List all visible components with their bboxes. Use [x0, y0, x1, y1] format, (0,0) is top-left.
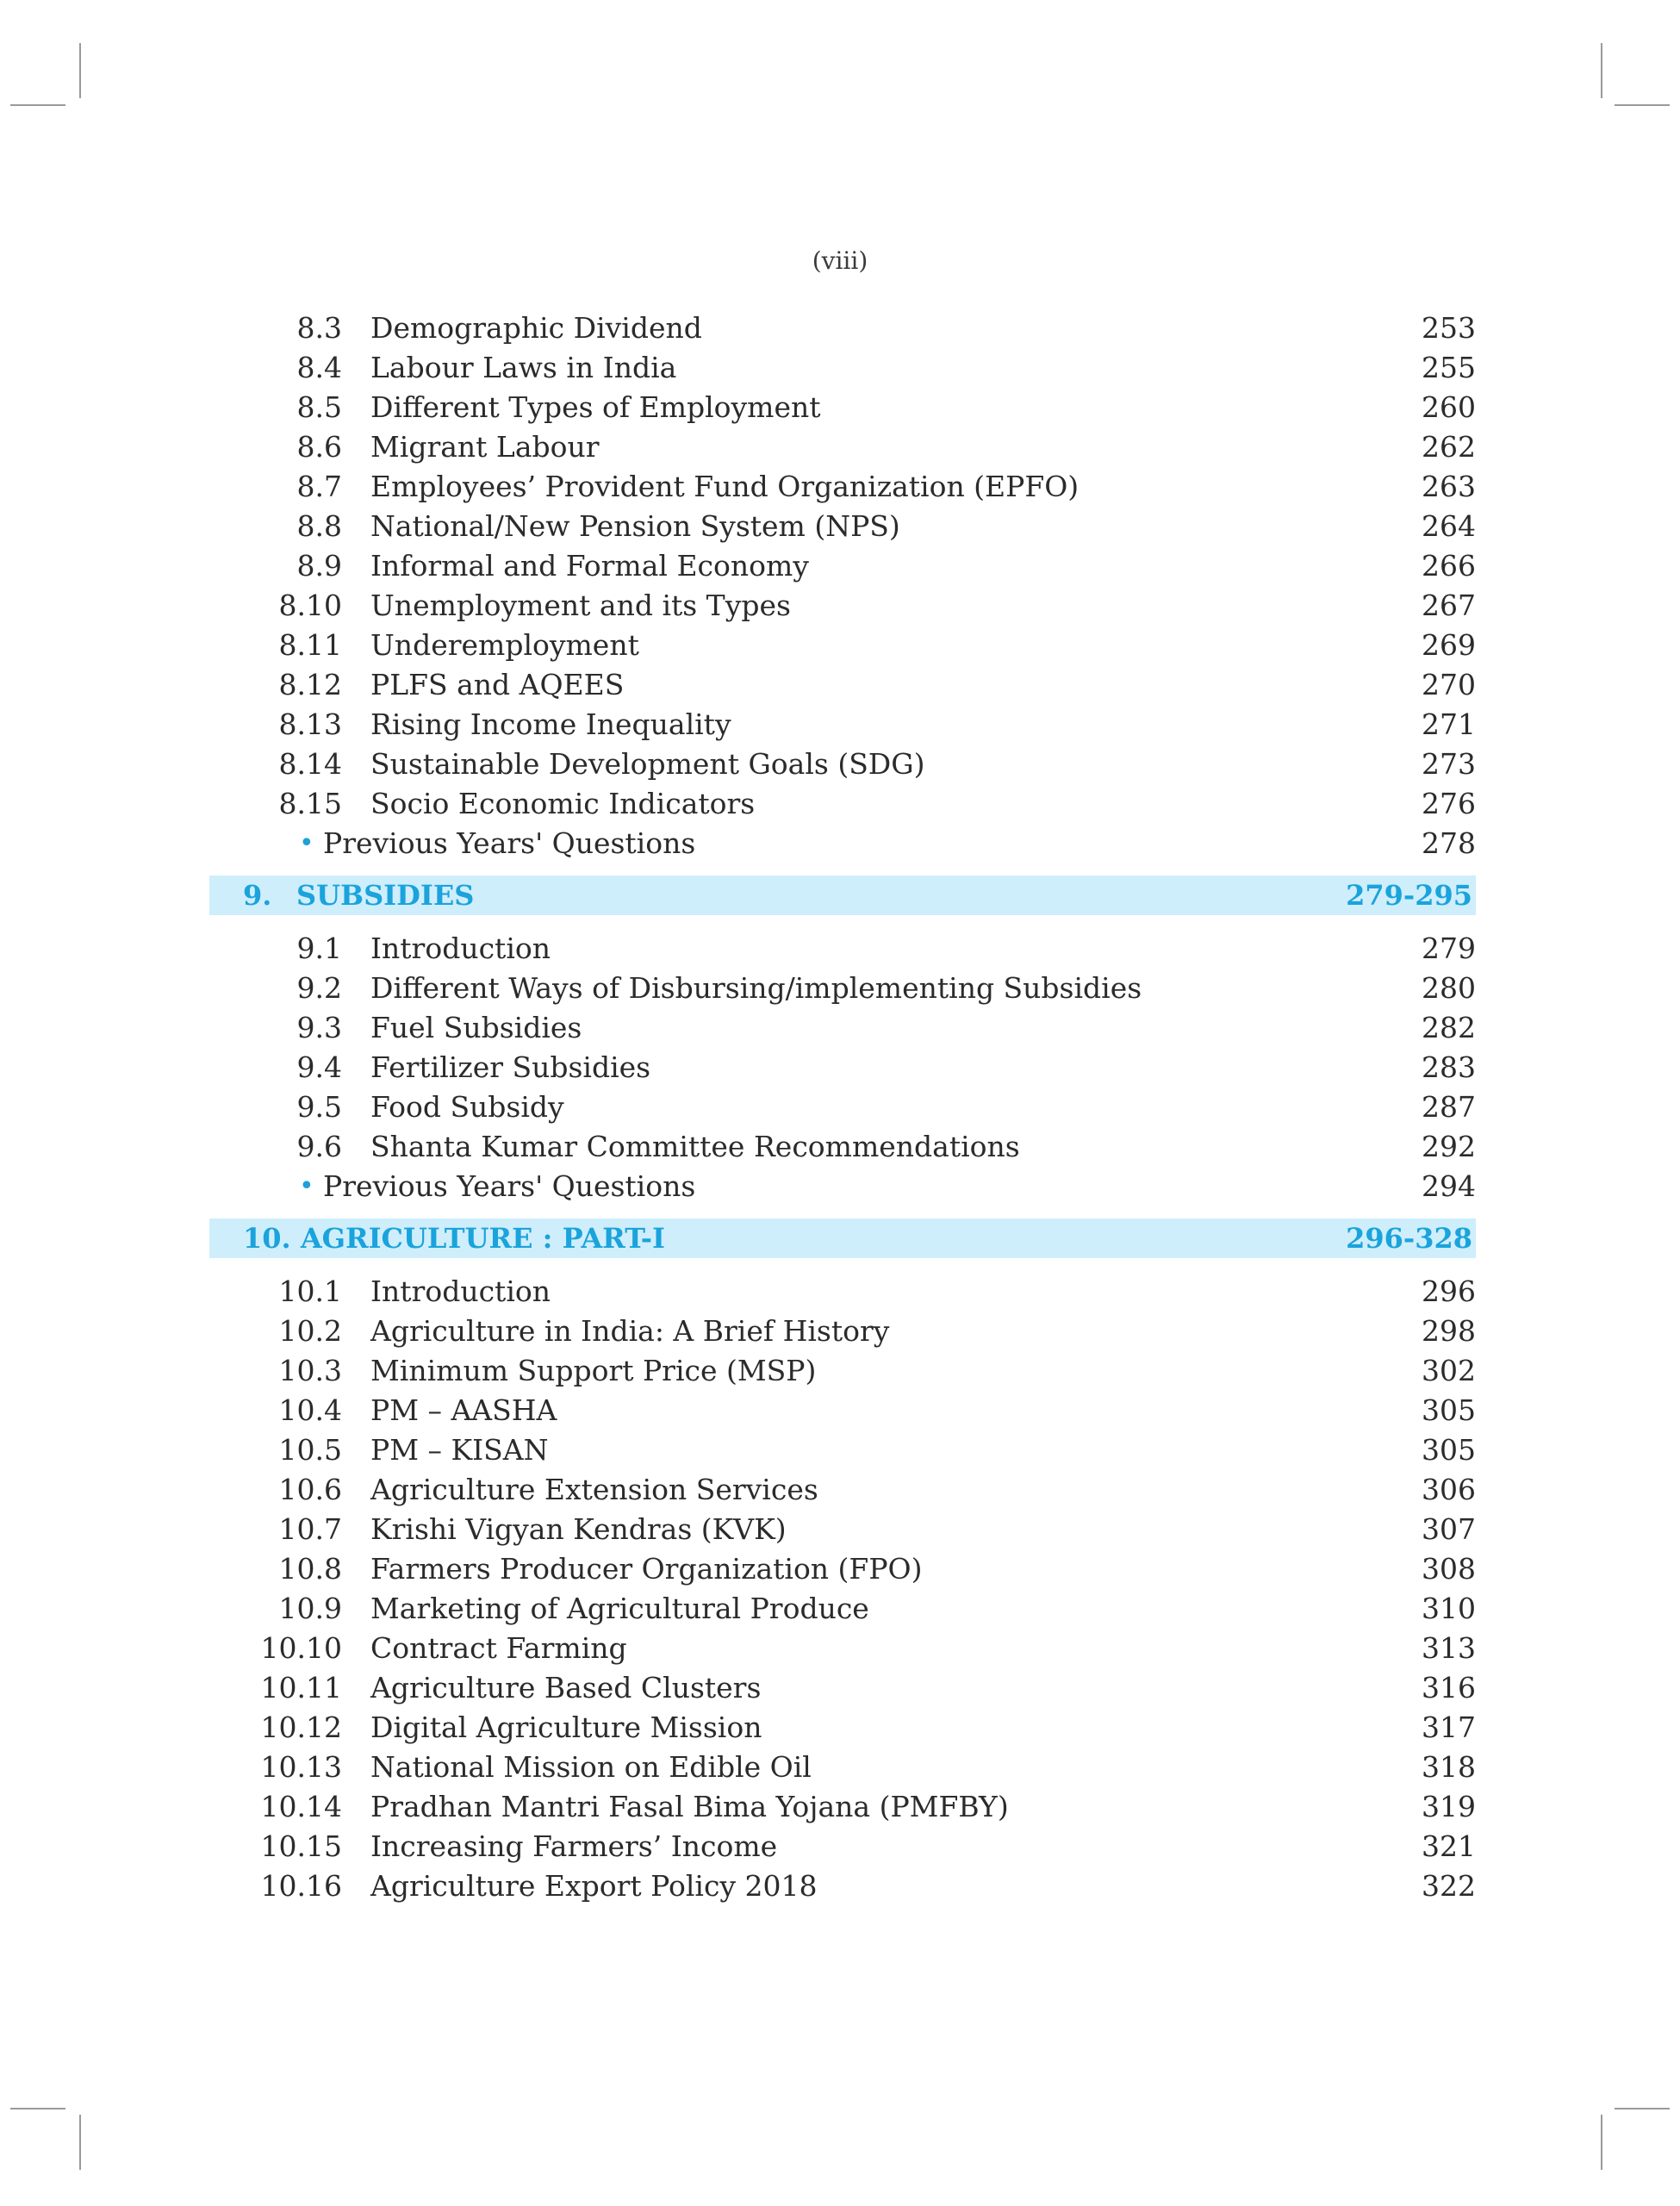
toc-entry-previous-questions[interactable] [209, 1167, 1476, 1206]
entry-page: 305 [1422, 1393, 1476, 1427]
entry-page: 313 [1422, 1631, 1476, 1665]
entry-page: 283 [1422, 1050, 1476, 1084]
toc-entry[interactable] [209, 1272, 1476, 1312]
entry-page: 302 [1422, 1354, 1476, 1387]
bullet-icon: • [299, 1171, 314, 1201]
table-of-contents [209, 308, 1476, 1906]
entry-page: 271 [1422, 707, 1476, 741]
entry-title: Agriculture Based Clusters [370, 1671, 762, 1704]
entry-title: Krishi Vigyan Kendras (KVK) [370, 1512, 787, 1546]
entry-title: Agriculture Extension Services [370, 1473, 818, 1506]
toc-entry[interactable] [209, 1748, 1476, 1787]
entry-number: 10.2 [278, 1314, 342, 1348]
entry-number: 8.9 [296, 549, 342, 583]
entry-number: 10.15 [260, 1829, 342, 1863]
toc-entry[interactable] [209, 1827, 1476, 1866]
toc-entry[interactable] [209, 1589, 1476, 1629]
crop-mark [1615, 104, 1670, 106]
entry-title: National/New Pension System (NPS) [370, 509, 900, 543]
entry-page: 278 [1422, 826, 1476, 860]
chapter-title: 10. AGRICULTURE : PART-I [243, 1222, 665, 1255]
entry-number: 10.10 [260, 1631, 342, 1665]
entry-number: 9.6 [296, 1130, 342, 1163]
entry-number: 10.3 [278, 1354, 342, 1387]
crop-mark [10, 2108, 65, 2109]
entry-number: 9.4 [296, 1050, 342, 1084]
entry-title: PM – AASHA [370, 1393, 557, 1427]
toc-entry[interactable] [209, 467, 1476, 507]
chapter-title: SUBSIDIES [296, 879, 475, 912]
crop-mark [79, 2115, 81, 2170]
entry-number: 8.8 [296, 509, 342, 543]
entry-page: 269 [1422, 628, 1476, 662]
entry-number: 10.1 [278, 1274, 342, 1308]
entry-number: 10.14 [260, 1790, 342, 1823]
entry-number: 8.15 [278, 787, 342, 820]
entry-number: 8.14 [278, 747, 342, 781]
entry-page: 310 [1422, 1592, 1476, 1625]
entry-number: 10.9 [278, 1592, 342, 1625]
toc-entry[interactable] [209, 586, 1476, 626]
entry-title: Farmers Producer Organization (FPO) [370, 1552, 923, 1586]
entry-page: 298 [1422, 1314, 1476, 1348]
toc-entry[interactable] [209, 1391, 1476, 1430]
entry-title: Underemployment [370, 628, 639, 662]
toc-entry[interactable] [209, 546, 1476, 586]
toc-entry[interactable] [209, 1351, 1476, 1391]
entry-page: 321 [1422, 1829, 1476, 1863]
entry-page: 305 [1422, 1433, 1476, 1467]
toc-entry[interactable] [209, 1708, 1476, 1748]
toc-entry[interactable] [209, 427, 1476, 467]
entry-title: Employees’ Provident Fund Organization (EPFO) [370, 470, 1080, 503]
entry-number: 8.11 [278, 628, 342, 662]
entry-title: Introduction [370, 1274, 551, 1308]
entry-title: National Mission on Edible Oil [370, 1750, 812, 1784]
entry-page: 270 [1422, 668, 1476, 701]
entry-title: Minimum Support Price (MSP) [370, 1354, 817, 1387]
entry-page: 260 [1422, 390, 1476, 424]
toc-entry[interactable] [209, 784, 1476, 824]
entry-page: 316 [1422, 1671, 1476, 1704]
entry-page: 287 [1422, 1090, 1476, 1124]
entry-title: Shanta Kumar Committee Recommendations [370, 1130, 1020, 1163]
entry-title: Demographic Dividend [370, 311, 702, 345]
entry-title: Contract Farming [370, 1631, 627, 1665]
entry-number: 9.3 [296, 1011, 342, 1044]
entry-page: 306 [1422, 1473, 1476, 1506]
entry-page: 282 [1422, 1011, 1476, 1044]
entry-number: 10.8 [278, 1552, 342, 1586]
entry-page: 279 [1422, 932, 1476, 965]
toc-entry[interactable] [209, 507, 1476, 546]
crop-mark [1601, 43, 1602, 98]
entry-title: Marketing of Agricultural Produce [370, 1592, 869, 1625]
entry-title: Agriculture Export Policy 2018 [370, 1869, 818, 1903]
chapter-number: 9. [243, 879, 272, 912]
entry-number: 8.3 [296, 311, 342, 345]
toc-entry[interactable] [209, 1549, 1476, 1589]
entry-page: 296 [1422, 1274, 1476, 1308]
toc-entry-previous-questions[interactable] [209, 824, 1476, 863]
bullet-icon: • [299, 828, 314, 858]
chapter-heading[interactable] [209, 876, 1476, 915]
entry-page: 307 [1422, 1512, 1476, 1546]
entry-page: 262 [1422, 430, 1476, 464]
entry-title: Increasing Farmers’ Income [370, 1829, 778, 1863]
entry-title: Pradhan Mantri Fasal Bima Yojana (PMFBY) [370, 1790, 1009, 1823]
entry-number: 8.6 [296, 430, 342, 464]
toc-entry[interactable] [209, 626, 1476, 665]
entry-title: Previous Years' Questions [323, 826, 696, 860]
entry-number: 10.6 [278, 1473, 342, 1506]
entry-title: Fuel Subsidies [370, 1011, 582, 1044]
toc-entry[interactable] [209, 929, 1476, 969]
entry-number: 10.5 [278, 1433, 342, 1467]
crop-mark [79, 43, 81, 98]
toc-entry[interactable] [209, 969, 1476, 1008]
entry-number: 8.12 [278, 668, 342, 701]
entry-title: Different Ways of Disbursing/implementing Subsidies [370, 971, 1142, 1005]
entry-page: 319 [1422, 1790, 1476, 1823]
entry-page: 276 [1422, 787, 1476, 820]
entry-title: Agriculture in India: A Brief History [370, 1314, 890, 1348]
entry-page: 317 [1422, 1711, 1476, 1744]
entry-page: 266 [1422, 549, 1476, 583]
entry-page: 280 [1422, 971, 1476, 1005]
entry-title: PLFS and AQEES [370, 668, 625, 701]
chapter-page-range: 279-295 [1346, 879, 1472, 912]
crop-mark [1615, 2108, 1670, 2109]
entry-title: Food Subsidy [370, 1090, 564, 1124]
toc-entry[interactable] [209, 705, 1476, 745]
entry-number: 8.7 [296, 470, 342, 503]
toc-entry[interactable] [209, 1787, 1476, 1827]
entry-title: Introduction [370, 932, 551, 965]
entry-title: Digital Agriculture Mission [370, 1711, 762, 1744]
entry-title: Socio Economic Indicators [370, 787, 756, 820]
toc-entry[interactable] [209, 1866, 1476, 1906]
entry-number: 8.5 [296, 390, 342, 424]
entry-title: Migrant Labour [370, 430, 600, 464]
toc-entry[interactable] [209, 745, 1476, 784]
entry-number: 9.2 [296, 971, 342, 1005]
entry-page: 292 [1422, 1130, 1476, 1163]
entry-title: Labour Laws in India [370, 351, 677, 384]
entry-title: Rising Income Inequality [370, 707, 731, 741]
entry-page: 273 [1422, 747, 1476, 781]
entry-page: 255 [1422, 351, 1476, 384]
entry-title: Informal and Formal Economy [370, 549, 809, 583]
entry-page: 264 [1422, 509, 1476, 543]
entry-number: 10.13 [260, 1750, 342, 1784]
toc-entry[interactable] [209, 308, 1476, 348]
crop-mark [1601, 2115, 1602, 2170]
entry-page: 322 [1422, 1869, 1476, 1903]
entry-number: 10.16 [260, 1869, 342, 1903]
entry-number: 10.4 [278, 1393, 342, 1427]
entry-number: 10.12 [260, 1711, 342, 1744]
entry-title: Fertilizer Subsidies [370, 1050, 651, 1084]
entry-number: 8.4 [296, 351, 342, 384]
toc-entry[interactable] [209, 388, 1476, 427]
toc-entry[interactable] [209, 1048, 1476, 1087]
entry-page: 267 [1422, 589, 1476, 622]
entry-page: 263 [1422, 470, 1476, 503]
entry-page: 308 [1422, 1552, 1476, 1586]
entry-page: 294 [1422, 1169, 1476, 1203]
toc-entry[interactable] [209, 1668, 1476, 1708]
entry-title: Unemployment and its Types [370, 589, 791, 622]
toc-entry[interactable] [209, 1008, 1476, 1048]
toc-entry[interactable] [209, 1470, 1476, 1510]
entry-number: 10.7 [278, 1512, 342, 1546]
page-number: (viii) [812, 246, 868, 275]
entry-number: 10.11 [260, 1671, 342, 1704]
entry-title: Different Types of Employment [370, 390, 821, 424]
entry-number: 9.1 [296, 932, 342, 965]
entry-title: PM – KISAN [370, 1433, 549, 1467]
toc-entry[interactable] [209, 1510, 1476, 1549]
toc-entry[interactable] [209, 665, 1476, 705]
toc-entry[interactable] [209, 1430, 1476, 1470]
entry-title: Sustainable Development Goals (SDG) [370, 747, 925, 781]
entry-page: 253 [1422, 311, 1476, 345]
entry-number: 8.13 [278, 707, 342, 741]
chapter-heading[interactable] [209, 1218, 1476, 1258]
entry-number: 9.5 [296, 1090, 342, 1124]
entry-title: Previous Years' Questions [323, 1169, 696, 1203]
chapter-page-range: 296-328 [1346, 1222, 1472, 1255]
entry-page: 318 [1422, 1750, 1476, 1784]
toc-entry[interactable] [209, 1127, 1476, 1167]
toc-entry[interactable] [209, 1312, 1476, 1351]
entry-number: 8.10 [278, 589, 342, 622]
toc-entry[interactable] [209, 1087, 1476, 1127]
crop-mark [10, 104, 65, 106]
toc-entry[interactable] [209, 1629, 1476, 1668]
toc-entry[interactable] [209, 348, 1476, 388]
